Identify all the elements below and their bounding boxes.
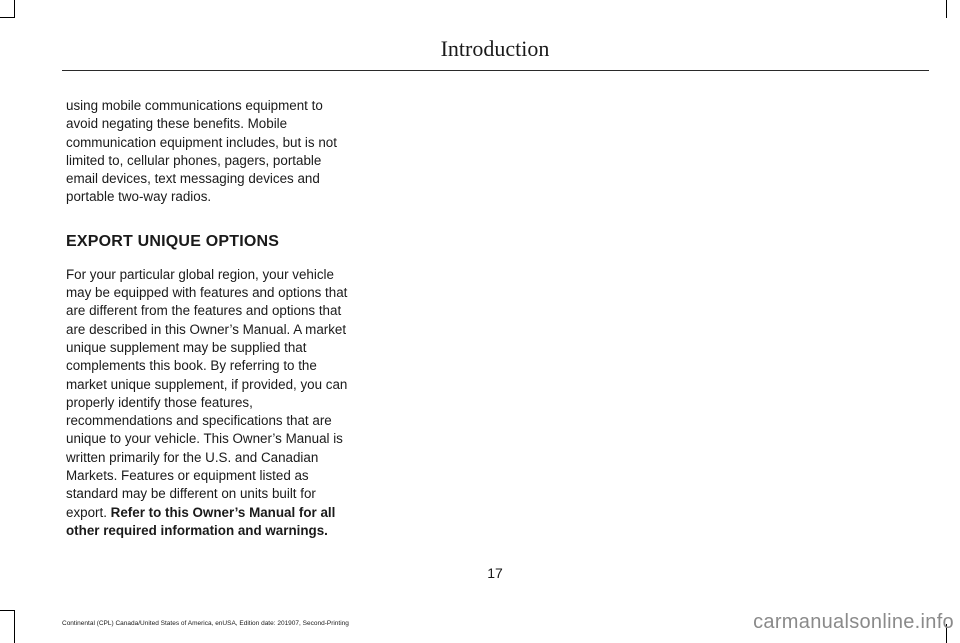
paragraph-export-options [66, 266, 352, 540]
crop-mark-top-right-v [946, 0, 947, 18]
paragraph-export-bold: Refer to this Owner’s Manual for all other required information and warnings. [66, 504, 336, 538]
paragraph-mobile-equipment: using mobile communications equipment to avoid negating these benefits. Mobile communication equipment includes, but is not limited to, cellular phones, pagers, portable email devices, text messaging devices and portable two-way radios. [66, 98, 337, 205]
crop-mark-bottom-left-v [14, 610, 15, 643]
paragraph-export-text: For your particular global region, your vehicle may be equipped with features and options that are different from the features and options that are described in this Owner’s Manual. A market unique supplement may be supplied that complements this book. By referring to the market unique supplement, if provided, you can properly identify those features, recommendations and specifications that are unique to your vehicle. This Owner’s Manual is written primarily for the U.S. and Canadian Markets. Features or equipment listed as standard may be different on units built for export. [66, 266, 348, 520]
section-heading: EXPORT UNIQUE OPTIONS [66, 232, 280, 250]
crop-mark-top-left-v [14, 0, 15, 18]
crop-mark-bottom-left-h [0, 610, 14, 611]
content-column [66, 97, 352, 540]
page-title: Introduction [440, 36, 550, 61]
watermark: carmanualsonline.info [753, 611, 954, 633]
header-divider [62, 70, 929, 71]
footer-edition-text: Continental (CPL) Canada/United States of America, enUSA, Edition date: 201907, Second-Printing [62, 620, 349, 627]
crop-mark-top-left-h [0, 17, 14, 18]
page-number: 17 [487, 565, 503, 581]
